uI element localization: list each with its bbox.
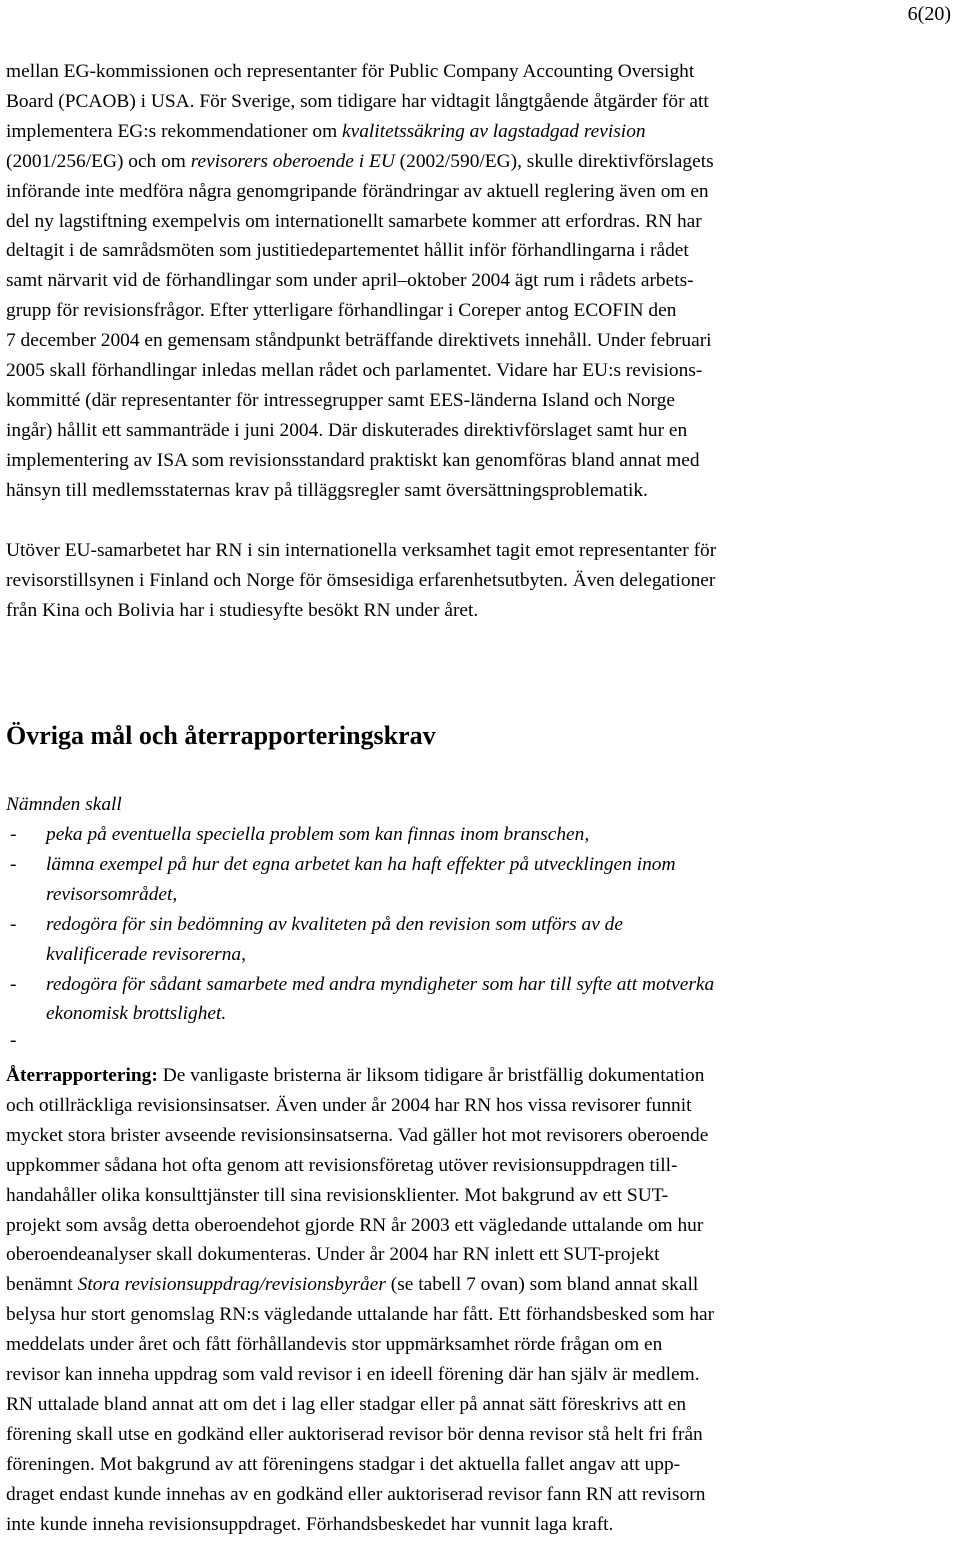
- text-line: föreningen. Mot bakgrund av att föreningens stadgar i det aktuella fallet angav att upp-: [6, 1453, 681, 1475]
- text-line: hänsyn till medlemsstaternas krav på tilläggsregler samt översättningsproblematik.: [6, 479, 648, 501]
- text-line: från Kina och Bolivia har i studiesyfte besökt RN under året.: [6, 599, 479, 621]
- task-list: [6, 820, 956, 1029]
- list-lead: Nämnden skall: [6, 794, 122, 815]
- list-item-text: redogöra för sådant samarbete med andra myndigheter som har till syfte att motverka: [46, 973, 715, 995]
- text-line: benämnt: [6, 1274, 78, 1296]
- project-title: Stora revisionsuppdrag/revisionsbyråer: [77, 1274, 386, 1296]
- text-line: oberoendeanalyser skall dokumenteras. Under år 2004 har RN inlett ett SUT-projekt: [6, 1244, 660, 1266]
- list-item: [6, 970, 946, 1030]
- list-item-text: ekonomisk brottslighet.: [46, 1003, 227, 1025]
- text-line: ingår) hållit ett sammanträde i juni 2004. Där diskuterades direktivförslaget samt hur en: [6, 419, 688, 441]
- international-paragraph: [6, 536, 956, 626]
- recommendation-title: kvalitetssäkring av lagstadgad revision: [342, 120, 646, 142]
- list-item-text: peka på eventuella speciella problem som kan finnas inom branschen,: [46, 824, 590, 845]
- text-line: mellan EG-kommissionen och representanter för Public Company Accounting Oversight: [6, 61, 695, 82]
- text-line: uppkommer sådana hot ofta genom att revisionsföretag utöver revisionsuppdragen till-: [6, 1154, 678, 1176]
- text-line: handahåller olika konsulttjänster till sina revisionsklienter. Mot bakgrund av ett SUT-: [6, 1184, 669, 1206]
- intro-paragraph: [6, 57, 956, 506]
- text-line: (se tabell 7 ovan) som bland annat skall: [385, 1274, 699, 1296]
- list-item-text: revisorsområdet,: [46, 883, 178, 905]
- reporting-paragraph: [6, 1061, 956, 1540]
- text-line: mycket stora brister avseende revisionsinsatserna. Vad gäller hot mot revisorers oberoende: [6, 1124, 709, 1146]
- recommendation-title: revisorers oberoende i EU: [190, 150, 395, 172]
- text-line: deltagit i de samrådsmöten som justitiedepartementet hållit inför förhandlingarna i rådet: [6, 240, 689, 262]
- list-item: [6, 820, 946, 850]
- list-item-text: kvalificerade revisorerna,: [46, 943, 246, 965]
- text-line: 2005 skall förhandlingar inledas mellan rådet och parlamentet. Vidare har EU:s revisions-: [6, 360, 703, 382]
- text-line: del ny lagstiftning exempelvis om internationellt samarbete kommer att erfordras. RN har: [6, 210, 702, 232]
- text-line: och otillräckliga revisionsinsatser. Även under år 2004 har RN hos vissa revisorer funnit: [6, 1094, 692, 1116]
- text-line: inte kunde inneha revisionsuppdraget. Förhandsbeskedet har vunnit laga kraft.: [6, 1513, 614, 1535]
- list-item-text: redogöra för sin bedömning av kvaliteten på den revision som utförs av de: [46, 913, 623, 935]
- text-line: (2001/256/EG) och om: [6, 150, 191, 172]
- text-line: förening skall utse en godkänd eller auktoriserad revisor bör denna revisor stå helt fri från: [6, 1423, 703, 1445]
- text-line: implementera EG:s rekommendationer om: [6, 120, 343, 142]
- list-item: [6, 850, 946, 910]
- text-line: RN uttalade bland annat att om det i lag eller stadgar eller på annat sätt föreskrivs att en: [6, 1393, 687, 1415]
- text-line: belysa hur stort genomslag RN:s vägledande uttalande har fått. Ett förhandsbesked som har: [6, 1304, 715, 1326]
- text-line: 7 december 2004 en gemensam ståndpunkt beträffande direktivets innehåll. Under februari: [6, 330, 712, 352]
- text-line: Board (PCAOB) i USA. För Sverige, som tidigare har vidtagit långtgående åtgärder för att: [6, 90, 709, 112]
- empty-list-dash: -: [10, 1030, 17, 1051]
- text-line: grupp för revisionsfrågor. Efter ytterligare förhandlingar i Coreper antog ECOFIN den: [6, 300, 677, 322]
- text-line: revisorstillsynen i Finland och Norge för ömsesidiga erfarenhetsutbyten. Även delegationer: [6, 569, 716, 591]
- text-line: kommitté (där representanter för intressegrupper samt EES-länderna Island och Norge: [6, 389, 675, 411]
- text-line: De vanligaste bristerna är liksom tidigare år bristfällig dokumentation: [157, 1065, 705, 1086]
- text-line: införande inte medföra några genomgripande förändringar av aktuell reglering även om en: [6, 180, 709, 202]
- text-line: Utöver EU-samarbetet har RN i sin internationella verksamhet tagit emot representanter för: [6, 540, 717, 561]
- section-heading: Övriga mål och återrapporteringskrav: [6, 721, 436, 750]
- list-item: [6, 910, 946, 970]
- text-line: (2002/590/EG), skulle direktivförslagets: [394, 150, 714, 172]
- text-line: draget endast kunde innehas av en godkänd eller auktoriserad revisor fann RN att revisorn: [6, 1483, 706, 1505]
- text-line: samt närvarit vid de förhandlingar som under april–oktober 2004 ägt rum i rådets arbets-: [6, 270, 694, 292]
- text-line: revisor kan inneha uppdrag som vald revisor i en ideell förening där han själv är medlem.: [6, 1364, 700, 1386]
- list-item-text: lämna exempel på hur det egna arbetet kan ha haft effekter på utvecklingen inom: [46, 853, 676, 875]
- text-line: implementering av ISA som revisionsstandard praktiskt kan genomföras bland annat med: [6, 449, 700, 471]
- reporting-label: Återrapportering:: [6, 1065, 158, 1086]
- text-line: meddelats under året och fått förhållandevis stor uppmärksamhet rörde frågan om en: [6, 1334, 663, 1356]
- text-line: projekt som avsåg detta oberoendehot gjorde RN år 2003 ett vägledande uttalande om hur: [6, 1214, 704, 1236]
- page-number: 6(20): [907, 3, 951, 25]
